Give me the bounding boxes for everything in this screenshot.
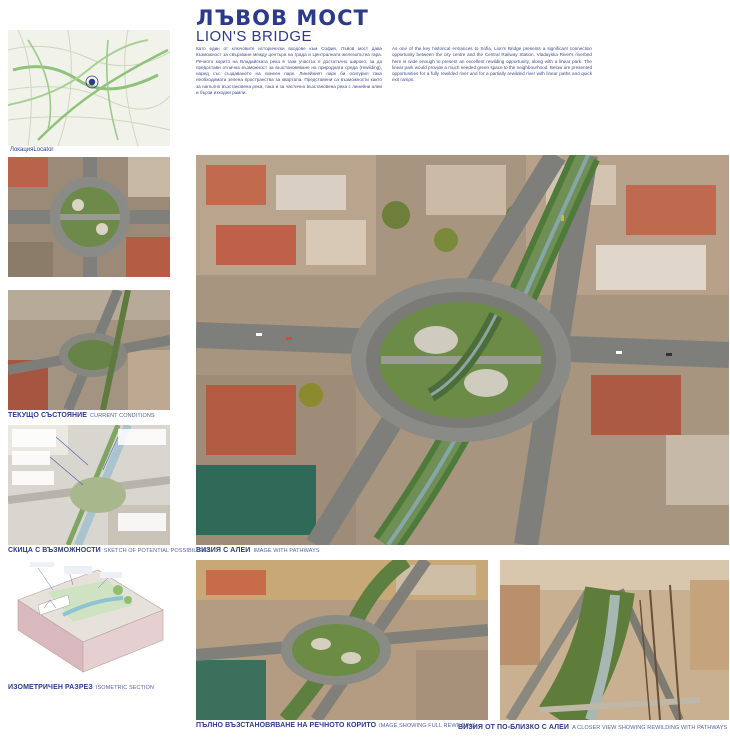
caption-iso-bg: ИЗОМЕТРИЧЕН РАЗРЕЗ — [8, 684, 93, 691]
page-title: ЛЪВОВ МОСТ — [196, 6, 369, 30]
caption-full-en: IMAGE SHOWING FULL REWILDING — [379, 723, 476, 729]
locator-label-bg: Локация — [10, 147, 34, 153]
full-rewilding-image — [196, 560, 488, 720]
caption-main — [196, 547, 320, 554]
current-conditions-photo-1 — [8, 157, 170, 277]
main-aerial-image — [196, 155, 729, 545]
caption-sketch-en: SKETCH OF POTENTIAL POSSIBILITIES — [103, 548, 211, 554]
sketch-image — [8, 425, 170, 545]
caption-full-rewilding — [196, 722, 476, 729]
locator-label-en: Locator — [33, 147, 54, 153]
caption-current-en: CURRENT CONDITIONS — [90, 413, 155, 419]
caption-current-conditions — [8, 412, 155, 419]
locator-caption — [10, 138, 53, 156]
caption-full-bg: ПЪЛНО ВЪЗСТАНОВЯВАНЕ НА РЕЧНОТО КОРИТО — [196, 722, 377, 729]
caption-sketch-bg: СКИЦА С ВЪЗМОЖНОСТИ — [8, 547, 101, 554]
caption-closer-en: A CLOSER VIEW SHOWING REWILDING WITH PATHWAYS — [572, 725, 728, 731]
caption-iso-en: ISOMETRIC SECTION — [95, 685, 155, 691]
caption-closer-view — [458, 724, 727, 731]
caption-sketch — [8, 547, 211, 554]
caption-main-bg: ВИЗИЯ С АЛЕИ — [196, 547, 251, 554]
locator-map — [8, 30, 170, 146]
isometric-section-image — [8, 560, 170, 682]
page-subtitle: LION'S BRIDGE — [196, 28, 313, 45]
intro-text-bg: Като един от ключовите исторически входове към София, Лъвов мост дава възможност за свързване между центъра на града и Централната железопътна гара. Речното корито на Владайската река в тази участък е достатъчно широко, за да предостави отлична възможност за възстановяване на природната среда (rewilding), наред със създаването на линеен парк. Линейният парк би осигурил така необходимата зелена пространства за квартала. Представени са възможности както за напълно възстановена река, така и за частично възстановена река с линейни алеи и бързи изходни рампи. — [196, 46, 382, 96]
caption-main-en: IMAGE WITH PATHWAYS — [253, 548, 320, 554]
caption-isometric — [8, 684, 154, 691]
current-conditions-photo-2 — [8, 290, 170, 410]
caption-closer-bg: ВИЗИЯ ОТ ПО-БЛИЗКО С АЛЕИ — [458, 724, 570, 731]
caption-current-bg: ТЕКУЩО СЪСТОЯНИЕ — [8, 412, 88, 419]
closer-view-image — [500, 560, 729, 720]
intro-text-en: As one of the key historical entrances to Sofia, Lion's Bridge presents a significant connection opportunity between the city centre and the Central Railway Station. Vladayska River's riverbed here is wide enough to present an excellent rewilding opportunity, along with a linear park. The linear park would provide a much needed green space to the neighbourhood. Below are presented opportunities for a fully rewilded river and for a partially rewilded river with linear paths and quick exit ramps. — [392, 46, 592, 83]
